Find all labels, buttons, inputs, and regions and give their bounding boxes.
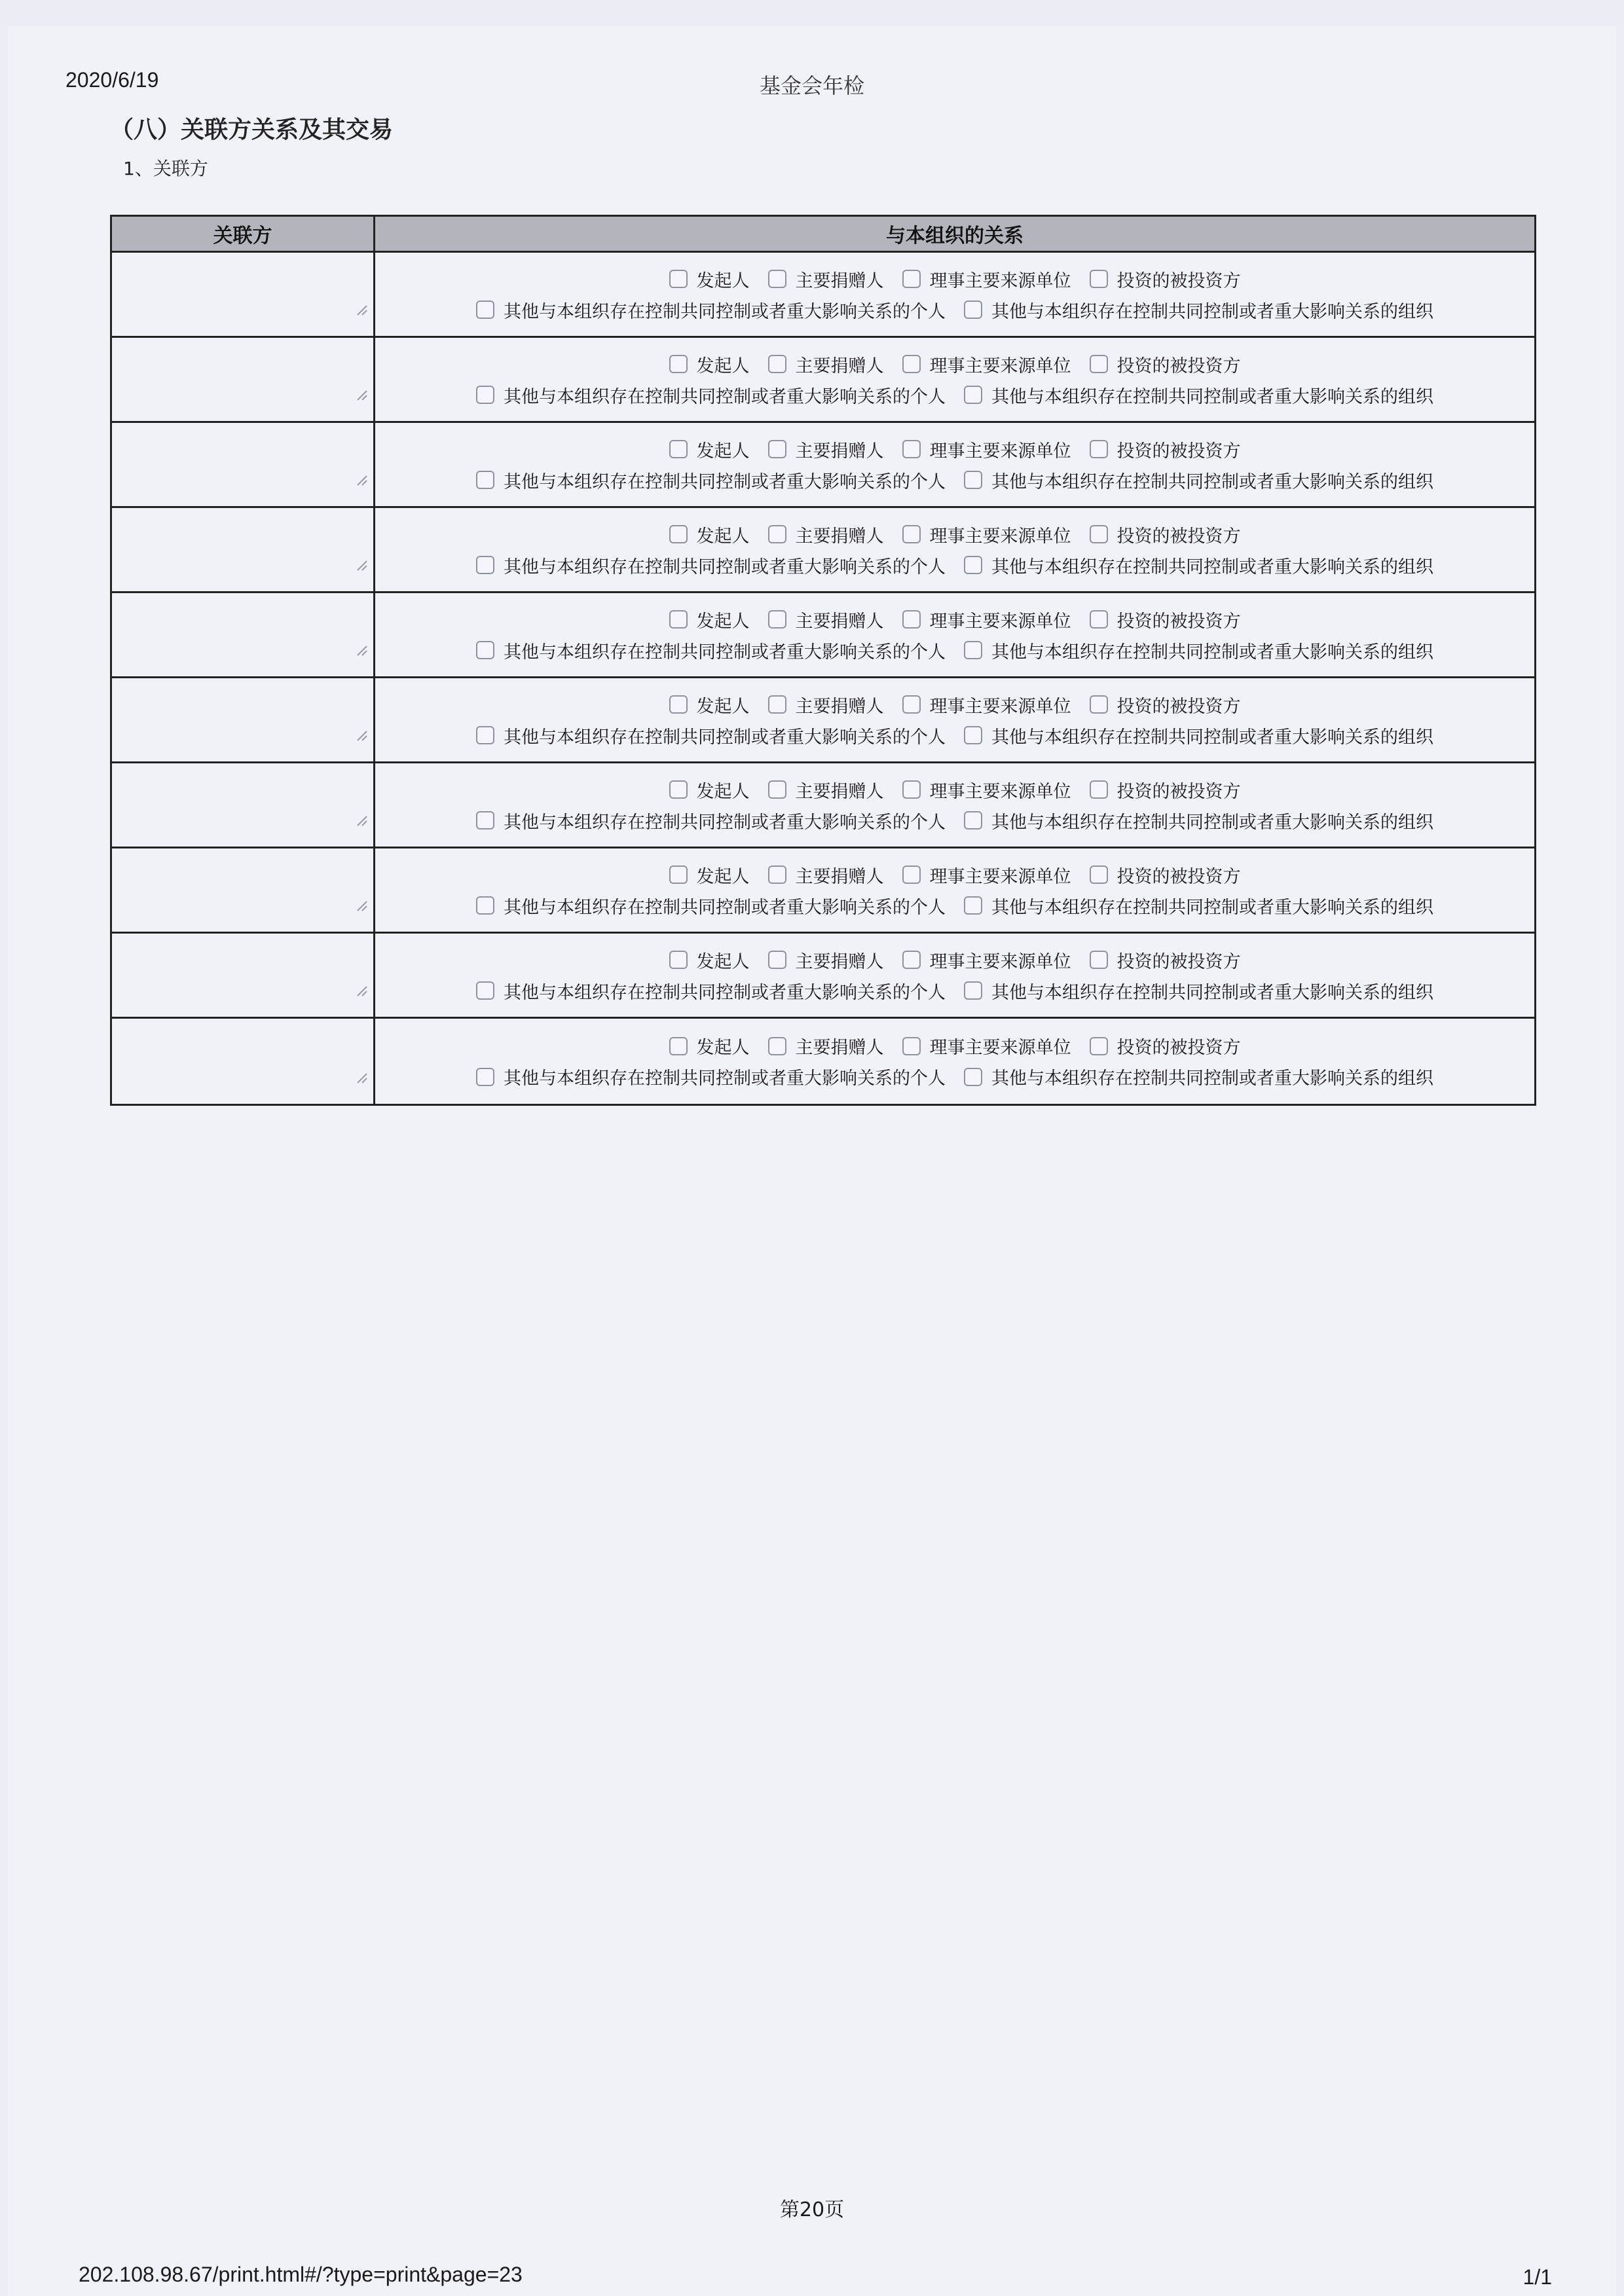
option-label: 其他与本组织存在控制共同控制或者重大影响关系的个人 [504,642,946,663]
relationship-options [375,763,1534,847]
checkbox-major-donor[interactable] [768,1037,786,1055]
print-date: 2020/6/19 [65,68,159,92]
option-line [467,978,1443,1004]
option-label: 发起人 [696,270,750,291]
option-label: 理事主要来源单位 [929,951,1071,972]
option-other-organization[interactable] [964,382,1433,408]
option-major-donor[interactable] [768,437,884,462]
option-other-individual[interactable] [476,382,946,408]
option-label: 发起人 [696,526,750,547]
relationship-options [375,848,1534,932]
option-board-source-unit[interactable] [902,266,1071,292]
option-label: 投资的被投资方 [1116,355,1241,376]
checkbox-other-organization[interactable] [964,301,982,319]
option-label: 投资的被投资方 [1116,441,1241,462]
related-party-input[interactable] [112,1019,375,1104]
option-investee[interactable] [1090,437,1241,462]
checkbox-board-source-unit[interactable] [902,270,921,288]
checkbox-board-source-unit[interactable] [902,440,921,458]
checkbox-major-donor[interactable] [768,270,786,288]
option-label: 投资的被投资方 [1116,696,1241,717]
checkbox-other-organization[interactable] [964,386,982,404]
option-label: 其他与本组织存在控制共同控制或者重大影响关系的组织 [991,471,1433,492]
checkbox-other-organization[interactable] [964,1068,982,1086]
checkbox-investee[interactable] [1090,1037,1108,1055]
checkbox-founder[interactable] [669,866,688,884]
option-label: 投资的被投资方 [1116,526,1241,547]
option-label: 其他与本组织存在控制共同控制或者重大影响关系的组织 [991,812,1433,833]
option-other-individual[interactable] [476,808,946,833]
option-investee[interactable] [1090,607,1241,632]
option-label: 投资的被投资方 [1116,781,1241,802]
option-board-source-unit[interactable] [902,862,1071,888]
relationship-options [375,338,1534,421]
option-line [467,382,1443,408]
resize-handle-icon[interactable] [354,727,368,742]
option-investee[interactable] [1090,692,1241,718]
relationship-options [375,253,1534,336]
checkbox-other-individual[interactable] [476,811,494,829]
checkbox-other-individual[interactable] [476,301,494,319]
resize-handle-icon[interactable] [354,387,368,401]
table-body [112,253,1534,1104]
checkbox-other-organization[interactable] [964,641,982,659]
checkbox-founder[interactable] [669,610,688,629]
resize-handle-icon[interactable] [354,812,368,827]
option-label: 主要捐赠人 [795,951,884,972]
checkbox-other-organization[interactable] [964,726,982,744]
option-line [467,723,1443,748]
checkbox-founder[interactable] [669,440,688,458]
table-row [112,848,1534,934]
option-label: 其他与本组织存在控制共同控制或者重大影响关系的组织 [991,556,1433,577]
checkbox-other-organization[interactable] [964,556,982,574]
related-party-input[interactable] [112,253,375,336]
relationship-options [375,678,1534,761]
option-label: 投资的被投资方 [1116,1038,1241,1058]
option-other-individual[interactable] [476,893,946,919]
option-line [660,862,1250,888]
option-line [660,692,1250,718]
option-other-individual[interactable] [476,638,946,663]
option-founder[interactable] [669,862,750,888]
checkbox-board-source-unit[interactable] [902,866,921,884]
option-label: 其他与本组织存在控制共同控制或者重大影响关系的组织 [991,982,1433,1003]
option-label: 其他与本组织存在控制共同控制或者重大影响关系的个人 [504,556,946,577]
option-label: 其他与本组织存在控制共同控制或者重大影响关系的个人 [504,982,946,1003]
option-label: 理事主要来源单位 [929,866,1071,887]
option-board-source-unit[interactable] [902,607,1071,632]
option-label: 其他与本组织存在控制共同控制或者重大影响关系的组织 [991,727,1433,748]
option-line [467,297,1443,323]
option-major-donor[interactable] [768,692,884,718]
header-related-party: 关联方 [112,217,375,251]
option-founder[interactable] [669,607,750,632]
relationship-options [375,593,1534,676]
table-row [112,338,1534,423]
option-other-individual[interactable] [476,467,946,493]
checkbox-investee[interactable] [1090,951,1108,969]
relationship-options [375,1019,1534,1104]
related-party-input[interactable] [112,763,375,847]
checkbox-major-donor[interactable] [768,695,786,714]
option-label: 主要捐赠人 [795,270,884,291]
table-row [112,1019,1534,1104]
option-other-organization[interactable] [964,467,1433,493]
option-board-source-unit[interactable] [902,522,1071,547]
option-label: 发起人 [696,355,750,376]
option-major-donor[interactable] [768,352,884,377]
checkbox-other-organization[interactable] [964,471,982,489]
checkbox-investee[interactable] [1090,525,1108,543]
checkbox-investee[interactable] [1090,780,1108,799]
option-label: 发起人 [696,1038,750,1058]
option-investee[interactable] [1090,947,1241,973]
checkbox-other-individual[interactable] [476,1068,494,1086]
checkbox-board-source-unit[interactable] [902,525,921,543]
checkbox-board-source-unit[interactable] [902,951,921,969]
checkbox-other-organization[interactable] [964,811,982,829]
option-label: 其他与本组织存在控制共同控制或者重大影响关系的个人 [504,727,946,748]
option-major-donor[interactable] [768,522,884,547]
option-board-source-unit[interactable] [902,777,1071,803]
option-label: 其他与本组织存在控制共同控制或者重大影响关系的个人 [504,1068,946,1089]
option-other-organization[interactable] [964,1064,1433,1089]
option-major-donor[interactable] [768,862,884,888]
related-party-input[interactable] [112,338,375,421]
option-line [660,266,1250,292]
checkbox-other-individual[interactable] [476,556,494,574]
option-label: 理事主要来源单位 [929,441,1071,462]
option-label: 其他与本组织存在控制共同控制或者重大影响关系的组织 [991,897,1433,918]
table-row [112,508,1534,593]
table-row [112,934,1534,1019]
option-line [467,467,1443,493]
option-label: 其他与本组织存在控制共同控制或者重大影响关系的个人 [504,812,946,833]
option-label: 其他与本组织存在控制共同控制或者重大影响关系的组织 [991,1068,1433,1089]
checkbox-other-individual[interactable] [476,981,494,1000]
option-other-individual[interactable] [476,553,946,578]
checkbox-board-source-unit[interactable] [902,610,921,629]
checkbox-major-donor[interactable] [768,780,786,799]
print-url: 202.108.98.67/print.html#/?type=print&page=23 [79,2263,523,2286]
checkbox-major-donor[interactable] [768,951,786,969]
option-line [660,947,1250,973]
option-other-organization[interactable] [964,723,1433,748]
checkbox-founder[interactable] [669,951,688,969]
option-line [660,437,1250,462]
option-major-donor[interactable] [768,266,884,292]
option-other-organization[interactable] [964,808,1433,833]
option-label: 主要捐赠人 [795,1038,884,1058]
option-other-individual[interactable] [476,723,946,748]
option-label: 投资的被投资方 [1116,866,1241,887]
table-row [112,423,1534,508]
checkbox-board-source-unit[interactable] [902,1037,921,1055]
option-founder[interactable] [669,522,750,547]
checkbox-investee[interactable] [1090,355,1108,373]
checkbox-founder[interactable] [669,695,688,714]
checkbox-other-individual[interactable] [476,641,494,659]
option-line [467,808,1443,833]
related-party-input[interactable] [112,848,375,932]
option-investee[interactable] [1090,1033,1241,1059]
option-board-source-unit[interactable] [902,692,1071,718]
option-label: 其他与本组织存在控制共同控制或者重大影响关系的组织 [991,386,1433,407]
option-founder[interactable] [669,1033,750,1059]
option-other-individual[interactable] [476,1064,946,1089]
option-line [660,1033,1250,1059]
option-line [467,893,1443,919]
section-title: （八）关联方关系及其交易 [110,117,394,143]
option-label: 发起人 [696,441,750,462]
option-label: 理事主要来源单位 [929,696,1071,717]
checkbox-other-individual[interactable] [476,471,494,489]
checkbox-investee[interactable] [1090,866,1108,884]
option-founder[interactable] [669,692,750,718]
table-header [112,217,1534,253]
option-line [660,777,1250,803]
resize-handle-icon[interactable] [354,898,368,912]
option-label: 发起人 [696,866,750,887]
option-other-organization[interactable] [964,893,1433,919]
option-label: 其他与本组织存在控制共同控制或者重大影响关系的个人 [504,471,946,492]
option-label: 投资的被投资方 [1116,611,1241,632]
option-investee[interactable] [1090,266,1241,292]
option-founder[interactable] [669,352,750,377]
checkbox-board-source-unit[interactable] [902,355,921,373]
option-board-source-unit[interactable] [902,1033,1071,1059]
resize-handle-icon[interactable] [354,557,368,572]
relationship-options [375,934,1534,1017]
option-investee[interactable] [1090,352,1241,377]
option-label: 理事主要来源单位 [929,355,1071,376]
checkbox-board-source-unit[interactable] [902,695,921,714]
relationship-options [375,423,1534,506]
resize-handle-icon[interactable] [354,1070,368,1084]
option-label: 主要捐赠人 [795,611,884,632]
checkbox-founder[interactable] [669,270,688,288]
checkbox-other-organization[interactable] [964,896,982,915]
option-other-individual[interactable] [476,978,946,1004]
option-label: 理事主要来源单位 [929,781,1071,802]
option-label: 发起人 [696,611,750,632]
option-major-donor[interactable] [768,947,884,973]
option-other-individual[interactable] [476,297,946,323]
option-major-donor[interactable] [768,607,884,632]
related-party-input[interactable] [112,593,375,676]
option-founder[interactable] [669,777,750,803]
option-line [660,352,1250,377]
relationship-options [375,508,1534,591]
option-founder[interactable] [669,437,750,462]
print-title: 基金会年检 [759,73,865,98]
option-label: 主要捐赠人 [795,526,884,547]
option-label: 其他与本组织存在控制共同控制或者重大影响关系的组织 [991,301,1433,322]
option-label: 理事主要来源单位 [929,1038,1071,1058]
option-line [467,553,1443,578]
checkbox-founder[interactable] [669,780,688,799]
option-label: 投资的被投资方 [1116,951,1241,972]
option-board-source-unit[interactable] [902,947,1071,973]
option-line [467,638,1443,663]
option-label: 发起人 [696,951,750,972]
resize-handle-icon[interactable] [354,983,368,997]
option-founder[interactable] [669,266,750,292]
option-label: 其他与本组织存在控制共同控制或者重大影响关系的个人 [504,301,946,322]
option-label: 主要捐赠人 [795,355,884,376]
checkbox-other-individual[interactable] [476,896,494,915]
checkbox-board-source-unit[interactable] [902,780,921,799]
option-line [467,1064,1443,1089]
option-investee[interactable] [1090,777,1241,803]
page-number: 第20页 [779,2198,845,2221]
option-investee[interactable] [1090,522,1241,547]
option-label: 发起人 [696,781,750,802]
option-founder[interactable] [669,947,750,973]
option-label: 其他与本组织存在控制共同控制或者重大影响关系的个人 [504,386,946,407]
table-row [112,253,1534,338]
option-label: 主要捐赠人 [795,441,884,462]
checkbox-major-donor[interactable] [768,355,786,373]
checkbox-major-donor[interactable] [768,610,786,629]
checkbox-founder[interactable] [669,525,688,543]
option-line [660,522,1250,547]
checkbox-other-individual[interactable] [476,726,494,744]
section-subtitle: 1、关联方 [123,158,208,179]
option-board-source-unit[interactable] [902,437,1071,462]
header-relationship: 与本组织的关系 [886,225,1024,247]
option-label: 理事主要来源单位 [929,270,1071,291]
table-row [112,763,1534,848]
page-count: 1/1 [1522,2265,1552,2289]
checkbox-investee[interactable] [1090,695,1108,714]
related-party-input[interactable] [112,678,375,761]
option-label: 投资的被投资方 [1116,270,1241,291]
resize-handle-icon[interactable] [354,472,368,486]
option-other-organization[interactable] [964,638,1433,663]
table-row [112,678,1534,763]
option-label: 主要捐赠人 [795,866,884,887]
option-label: 主要捐赠人 [795,781,884,802]
option-other-organization[interactable] [964,553,1433,578]
resize-handle-icon[interactable] [354,642,368,657]
checkbox-other-organization[interactable] [964,981,982,1000]
related-party-table [110,215,1536,1106]
checkbox-major-donor[interactable] [768,866,786,884]
option-label: 理事主要来源单位 [929,611,1071,632]
checkbox-investee[interactable] [1090,270,1108,288]
option-major-donor[interactable] [768,1033,884,1059]
checkbox-other-individual[interactable] [476,386,494,404]
option-major-donor[interactable] [768,777,884,803]
option-other-organization[interactable] [964,297,1433,323]
option-investee[interactable] [1090,862,1241,888]
option-label: 其他与本组织存在控制共同控制或者重大影响关系的个人 [504,897,946,918]
checkbox-investee[interactable] [1090,610,1108,629]
option-label: 发起人 [696,696,750,717]
resize-handle-icon[interactable] [354,302,368,316]
option-label: 主要捐赠人 [795,696,884,717]
related-party-input[interactable] [112,934,375,1017]
table-row [112,593,1534,678]
option-board-source-unit[interactable] [902,352,1071,377]
option-label: 其他与本组织存在控制共同控制或者重大影响关系的组织 [991,642,1433,663]
checkbox-major-donor[interactable] [768,440,786,458]
related-party-input[interactable] [112,423,375,506]
checkbox-founder[interactable] [669,355,688,373]
related-party-input[interactable] [112,508,375,591]
option-label: 理事主要来源单位 [929,526,1071,547]
checkbox-investee[interactable] [1090,440,1108,458]
checkbox-major-donor[interactable] [768,525,786,543]
option-line [660,607,1250,632]
option-other-organization[interactable] [964,978,1433,1004]
checkbox-founder[interactable] [669,1037,688,1055]
